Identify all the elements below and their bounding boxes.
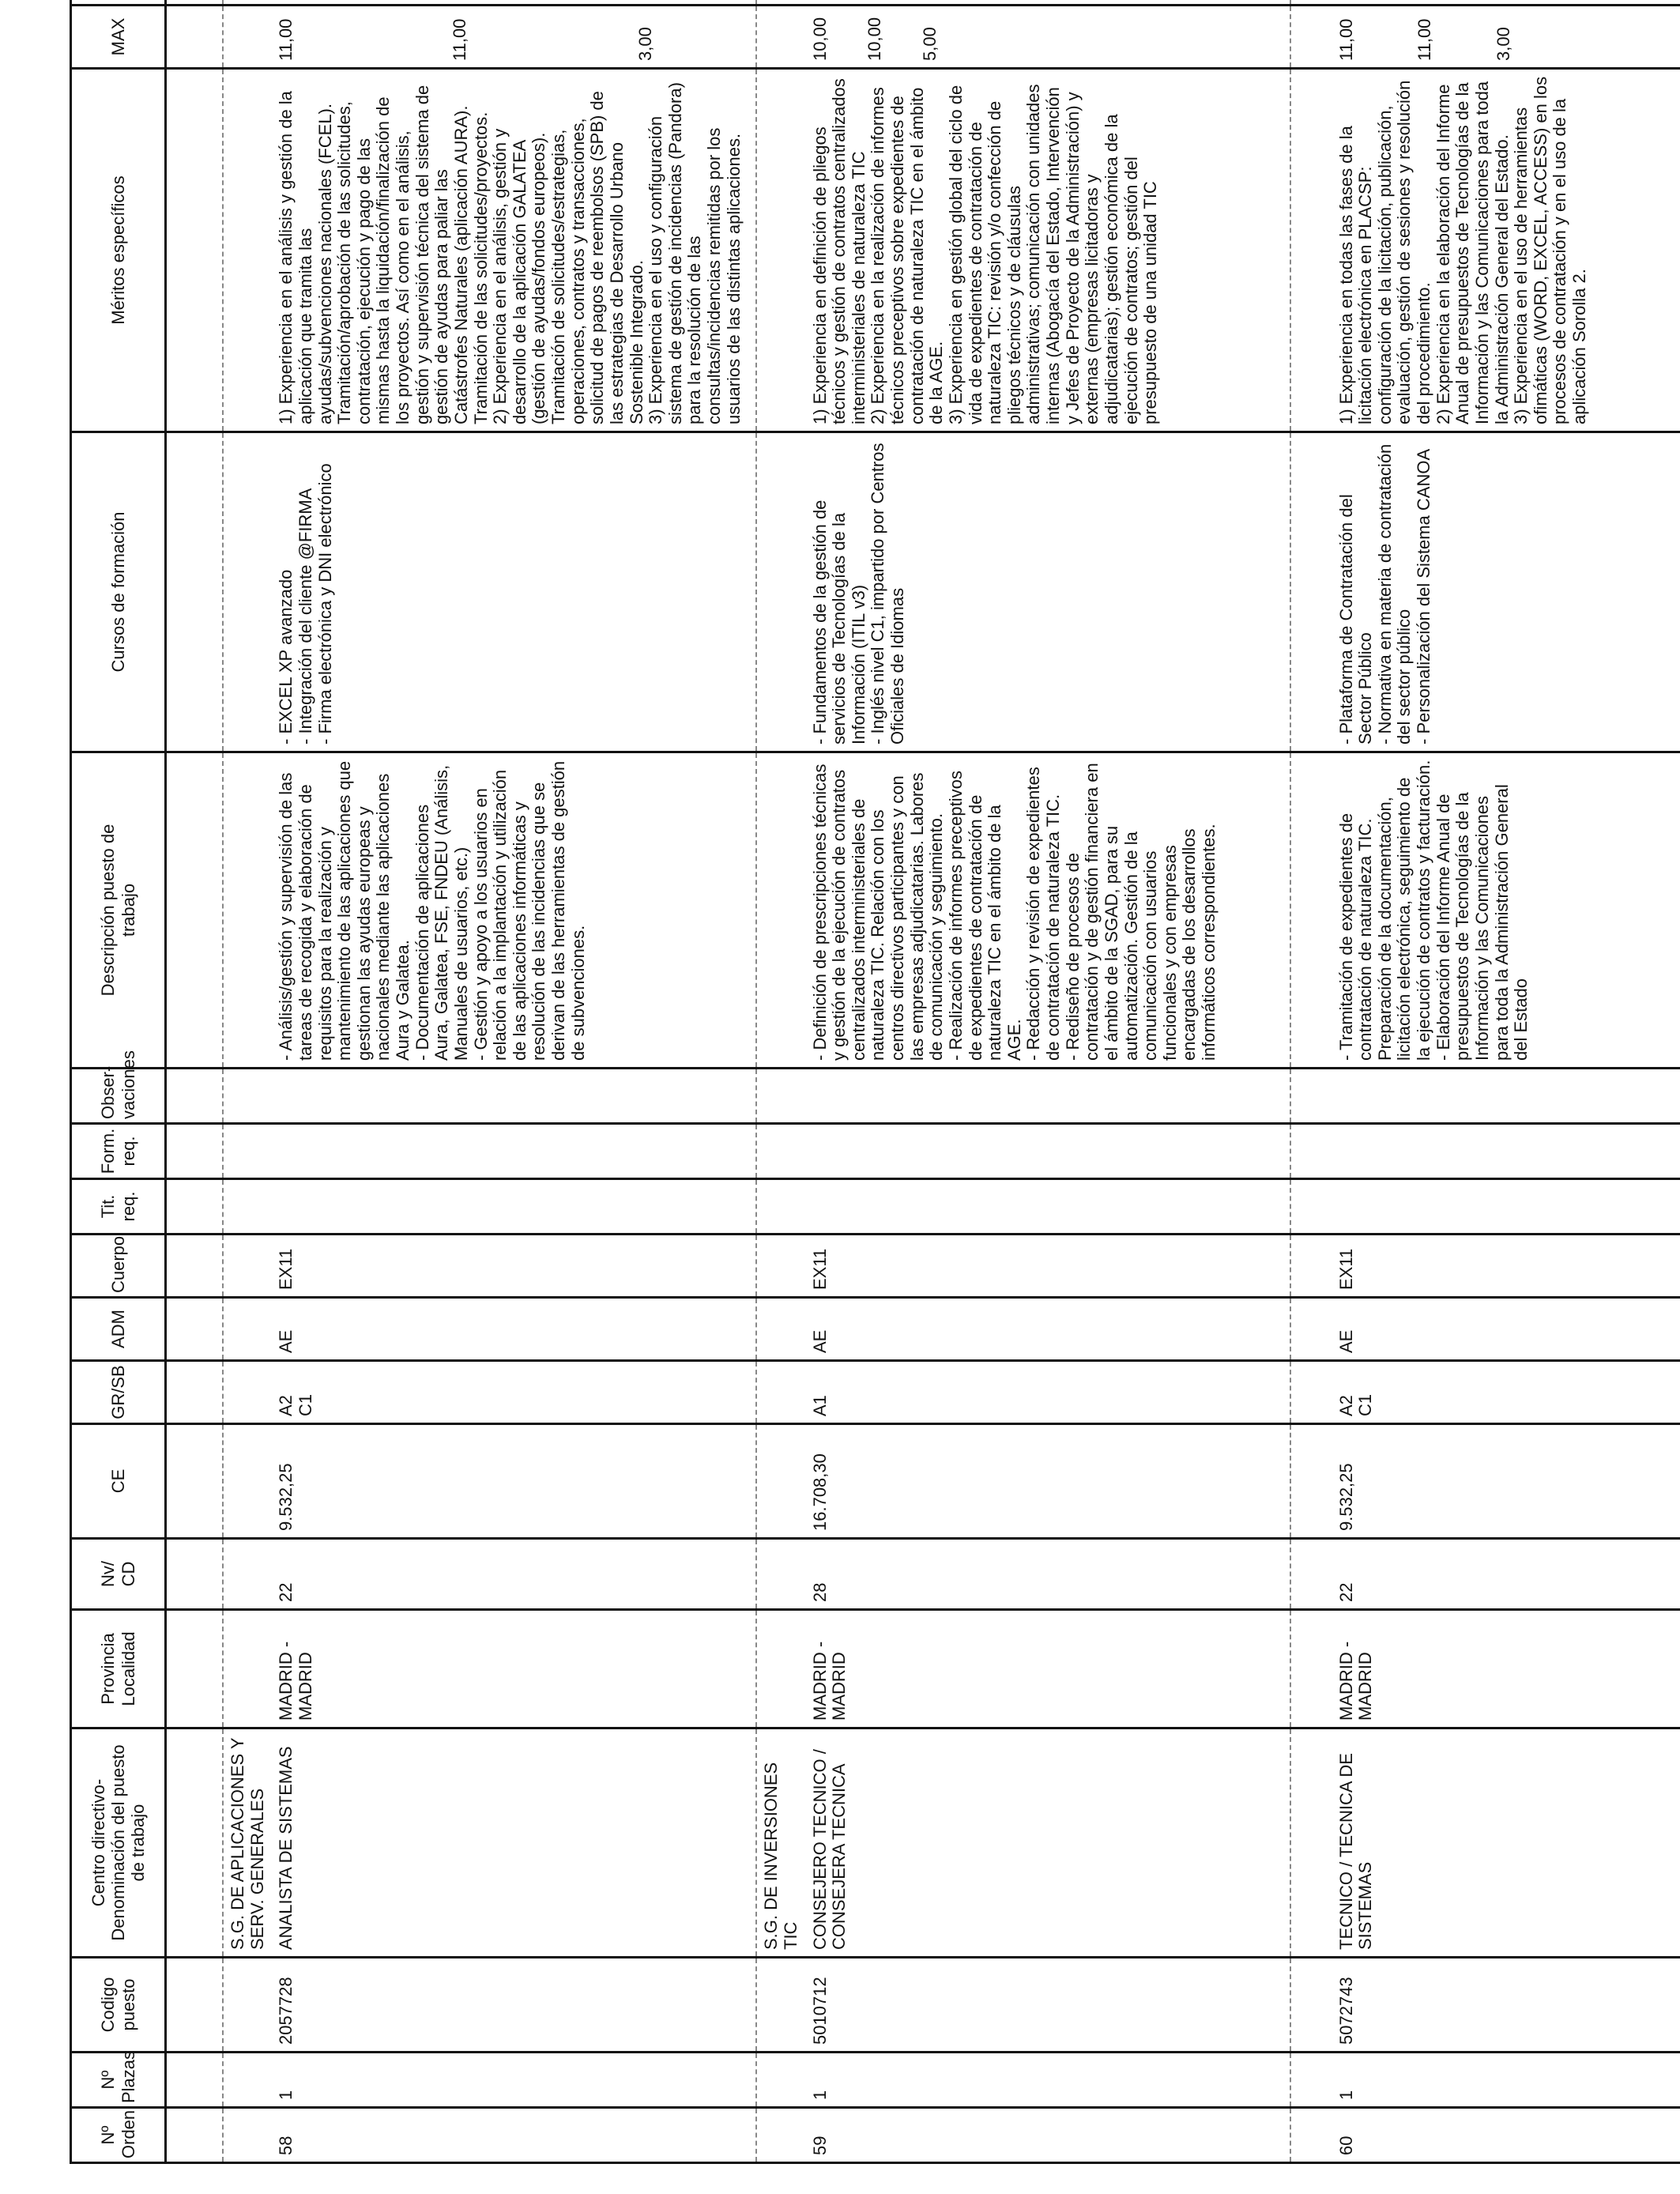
header-adm: ADM [71,1298,166,1361]
table-row [1332,0,1680,2163]
codigo-cell: 5010712 [806,1958,1290,2053]
header-nivel: Nv/ CD [71,1539,166,1610]
max-value-1: 10,00 [809,17,830,61]
unit-row [223,0,272,2163]
max-value-1: 11,00 [1335,18,1356,61]
meritos-cell: 1) Experiencia en el análisis y gestión de la aplicación que tramita las ayudas/subvenciones nacionales (FCEL). Tramitación/aprobación de las solicitudes, contratación, ejecución y pago de las mismas hasta la liquidación/finalización de los proyectos. Así como en el análisis, gestión y supervisión técnica del sistema de gestión de ayudas para paliar las Catástrofes Naturales (aplicación AURA). Tramitación de las solicitudes/proyectos. 2) Experiencia en el análisis, gestión y desarrollo de la aplicación GALATEA (gestión de ayudas/fondos europeos). Tramitación de solicitudes/estrategias, operaciones, contratos y transacciones, solicitud de pagos de reembolsos (SPB) de las estrategias de Desarrollo Urbano Sostenible Integrado. 3) Experiencia en el uso y configuración sistema de gestión de incidencias (Pandora) para la resolución de las consultas/incidencias remitidas por los usuarios de las distintas aplicaciones. [272,69,756,432]
cuerpo-cell: EX11 [1332,1235,1680,1298]
table-row [272,0,756,2163]
descripcion-cell: - Tramitación de expedientes de contratación de naturaleza TIC. Preparación de la documentación, licitación electrónica, seguimiento de la ejecución de contratos y facturación. - Elaboración del Informe Anual de presupuestos de Tecnologías de la Información y las Comunicaciones para toda la Administración General del Estado [1332,752,1680,1069]
header-orden: Nº Orden [71,2108,166,2163]
header-ce: CE [71,1424,166,1539]
codigo-cell: 2057728 [272,1958,756,2053]
me-cell [806,0,1290,6]
header-plazas: Nº Plazas [71,2053,166,2108]
grsb-cell: A2 C1 [272,1361,756,1424]
header-grsb: GR/SB [71,1361,166,1424]
header-form: Form. req. [71,1124,166,1179]
ce-cell: 9.532,25 [1332,1424,1680,1539]
cuerpo-cell: EX11 [272,1235,756,1298]
grsb-cell: A1 [806,1361,1290,1424]
provincia-cell: MADRID - MADRID [272,1610,756,1728]
nivel-cell: 22 [272,1539,756,1610]
unit-row [756,0,805,2163]
tit-cell [1332,1179,1680,1235]
me-cell [1332,0,1680,6]
adm-cell: AE [1332,1298,1680,1361]
provincia-cell: MADRID - MADRID [806,1610,1290,1728]
max-cell [1332,6,1680,69]
orden-cell: 58 [272,2108,756,2163]
max-value-3: 5,00 [919,27,940,61]
plazas-cell: 1 [1332,2053,1680,2108]
header-cursos: Cursos de formación [71,432,166,752]
header-max: MAX [71,6,166,69]
header-meritos: Méritos específicos [71,69,166,432]
ce-cell: 9.532,25 [272,1424,756,1539]
table-row [806,0,1290,2163]
meritos-cell: 1) Experiencia en definición de pliegos técnicos y gestión de contratos centralizados interministeriales de naturaleza TIC 2) Experiencia en la realización de informes técnicos preceptivos sobre expedientes de contratación de naturaleza TIC en el ámbito de la AGE. 3) Experiencia en gestión global del ciclo de vida de expedientes de contratación de naturaleza TIC: revisión y/o confección de pliegos técnicos y de cláusulas administrativas; comunicación con unidades internas (Abogacía del Estado, Intervención y Jefes de Proyecto de la Administración) y externas (empresas licitadoras y adjudicatarias); gestión económica de la ejecución de contratos; gestión del presupuesto de una unidad TIC [806,69,1290,432]
descripcion-cell: - Análisis/gestión y supervisión de las tareas de recogida y elaboración de requisitos para la realización y mantenimiento de las aplicaciones que gestionan las ayudas europeas y nacionales mediante las aplicaciones Aura y Galatea. - Documentación de aplicaciones Aura, Galatea, FSE, FNDEU (Análisis, Manuales de usuarios, etc.) - Gestión y apoyo a los usuarios en relación a la implantación y utilización de las aplicaciones informáticas y resolución de las incidencias que se derivan de las herramientas de gestión de subvenciones. [272,752,756,1069]
orden-cell: 60 [1332,2108,1680,2163]
nivel-cell: 28 [806,1539,1290,1610]
max-cell [806,6,1290,69]
cursos-cell: - Plataforma de Contratación del Sector Público - Normativa en materia de contratación del sector público - Personalización del Sistema CANOA [1332,432,1680,752]
me-cell [272,0,756,6]
codigo-cell: 5072743 [1332,1958,1680,2053]
unit-name: S.G. DE INVERSIONES TIC [756,1728,805,1958]
header-cuerpo: Cuerpo [71,1235,166,1298]
header-row [71,0,166,2163]
unit-name: S.G. DE APLICACIONES Y SERV. GENERALES [223,1728,272,1958]
descripcion-cell: - Definición de prescripciones técnicas y gestión de la ejecución de contratos centralizados interministeriales de naturaleza TIC. Relación con los centros directivos participantes y con las empresas adjudicatarias. Labores de comunicación y seguimiento. - Realización de informes preceptivos de expedientes de contratación de naturaleza TIC en el ámbito de la AGE. - Redacción y revisión de expedientes de contratación de naturaleza TIC. - Rediseño de procesos de contratación y de gestión financiera en el ámbito de la SGAD, para su automatización. Gestión de la comunicación con usuarios funcionales y con empresas encargadas de los desarrollos informáticos correspondientes. [806,752,1290,1069]
form-cell [272,1124,756,1179]
tit-cell [806,1179,1290,1235]
provincia-cell: MADRID - MADRID [1332,1610,1680,1728]
tit-cell [272,1179,756,1235]
adm-cell: AE [272,1298,756,1361]
header-provincia: Provincia Localidad [71,1610,166,1728]
grsb-cell: A2 C1 [1332,1361,1680,1424]
max-value-2: 10,00 [864,17,885,61]
header-me [71,0,166,6]
puesto-cell: CONSEJERO TECNICO / CONSEJERA TECNICA [806,1728,1290,1958]
header-obs: Obser- vaciones [71,1069,166,1124]
unit-name [1290,1728,1332,1958]
puesto-cell: TECNICO / TECNICA DE SISTEMAS [1332,1728,1680,1958]
header-tit: Tit. req. [71,1179,166,1235]
max-value-3: 3,00 [1493,27,1513,61]
job-positions-table [70,0,1680,2164]
obs-cell [806,1069,1290,1124]
orden-cell: 59 [806,2108,1290,2163]
max-cell [272,6,756,69]
blank-row [166,0,224,2163]
obs-cell [1332,1069,1680,1124]
max-value-3: 3,00 [635,27,655,61]
header-centro: Centro directivo- Denominación del puesto de trabajo [71,1728,166,1958]
max-value-1: 11,00 [276,18,296,61]
obs-cell [272,1069,756,1124]
nivel-cell: 22 [1332,1539,1680,1610]
unit-row [1290,0,1332,2163]
form-cell [806,1124,1290,1179]
meritos-cell: 1) Experiencia en todas las fases de la licitación electrónica en PLACSP: configuración de la licitación, publicación, evaluación, gestión de sesiones y resolución del procedimiento. 2) Experiencia en la elaboración del Informe Anual de presupuestos de Tecnologías de la Información y las Comunicaciones para toda la Administración General del Estado. 3) Experiencia en el uso de herramientas ofimáticas (WORD, EXCEL, ACCESS) en los procesos de contratación y en el uso de la aplicación Sorolla 2. [1332,69,1680,432]
rotated-page [70,17,1610,2164]
adm-cell: AE [806,1298,1290,1361]
max-value-2: 11,00 [449,18,469,61]
max-value-2: 11,00 [1414,18,1435,61]
cursos-cell: - EXCEL XP avanzado - Integración del cliente @FIRMA - Firma electrónica y DNI electrónico [272,432,756,752]
plazas-cell: 1 [272,2053,756,2108]
header-descripcion: Descripción puesto de trabajo [71,752,166,1069]
ce-cell: 16.708,30 [806,1424,1290,1539]
plazas-cell: 1 [806,2053,1290,2108]
header-codigo: Codigo puesto [71,1958,166,2053]
form-cell [1332,1124,1680,1179]
puesto-cell: ANALISTA DE SISTEMAS [272,1728,756,1958]
cursos-cell: - Fundamentos de la gestión de servicios de Tecnologías de la Información (ITIL v3) - Inglés nivel C1, impartido por Centros Oficiales de Idiomas [806,432,1290,752]
cuerpo-cell: EX11 [806,1235,1290,1298]
